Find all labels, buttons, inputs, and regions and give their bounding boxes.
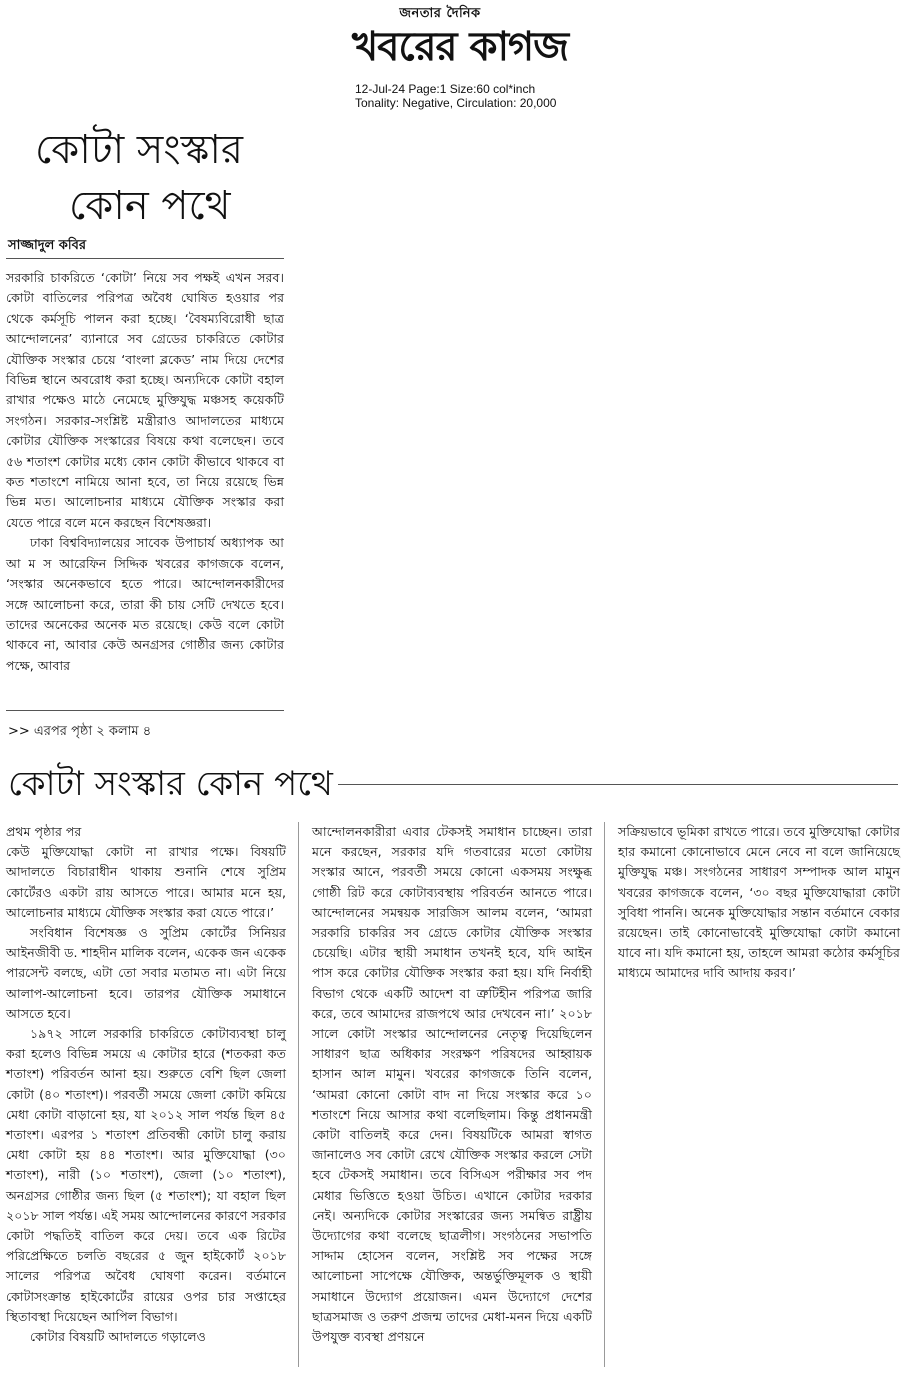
meta-line-tonality: Tonality: Negative, Circulation: 20,000: [355, 96, 557, 110]
masthead-tagline: জনতার দৈনিক: [399, 6, 481, 21]
continuation-headline: কোটা সংস্কার কোন পথে: [8, 764, 333, 804]
paragraph: সক্রিয়ভাবে ভূমিকা রাখতে পারে। তবে মুক্তিযোদ্ধা কোটার হার কমানো কোনোভাবে মেনে নেবে না বলে জানিয়েছে মুক্তিযুদ্ধ মঞ্চ। সংগঠনের সাধারণ সম্পাদক আল মামুন খবরের কাগজকে বলেন, ‘৩০ বছর মুক্তিযোদ্ধারা কোটা সুবিধা পাননি। অনেক মুক্তিযোদ্ধার সন্তান বর্তমানে বেকার রয়েছেন। তাই কোনোভাবেই মুক্তিযোদ্ধা কোটা কমানো যাবে না। যদি কমানো হয়, তাহলে আমরা কঠোর কর্মসূচির মাধ্যমে আমাদের দাবি আদায় করব।’: [618, 824, 900, 981]
newspaper-name: খবরের কাগজ: [351, 24, 569, 70]
paragraph: সরকারি চাকরিতে ‘কোটা’ নিয়ে সব পক্ষই এখন সরব। কোটা বাতিলের পরিপত্র অবৈধ ঘোষিত হওয়ার পর থেকে কর্মসূচি পালন করা হচ্ছে। ‘বৈষম্যবিরোধী ছাত্র আন্দোলনের’ ব্যানারে সব গ্রেডের চাকরিতে কোটার যৌক্তিক সংস্কার চেয়ে ‘বাংলা ব্লকেড’ নাম দিয়ে দেশের বিভিন্ন স্থানে অবরোধ করা হচ্ছে। অন্যদিকে কোটা বহাল রাখার পক্ষেও মাঠে নেমেছে মুক্তিযুদ্ধ মঞ্চসহ কয়েকটি সংগঠন। সরকার-সংশ্লিষ্ট মন্ত্রীরাও আদালতের মাধ্যমে কোটার যৌক্তিক সংস্কারের বিষয়ে কথা বলেছেন। তবে ৫৬ শতাংশ কোটার মধ্যে কোন কোটা কীভাবে থাকবে বা কত শতাংশে নামিয়ে আনা হবে, তা নিয়ে রয়েছে ভিন্ন ভিন্ন মত। আলোচনার মাধ্যমে যৌক্তিক সংস্কার করা যেতে পারে বলে মনে করছেন বিশেষজ্ঞরা।: [6, 270, 284, 530]
paragraph: কেউ মুক্তিযোদ্ধা কোটা না রাখার পক্ষে। বিষয়টি আদালতে বিচারাধীন থাকায় শুনানি শেষে সুপ্রিম কোর্টেরও একটা রায় আসতে পারে। আমার মনে হয়, আলোচনার মাধ্যমে যৌক্তিক সংস্কার করা যেতে পারে।’: [6, 844, 286, 920]
paragraph: আন্দোলনকারীরা এবার টেকসই সমাধান চাচ্ছেন। তারা মনে করছেন, সরকার যদি গতবারের মতো কোটায় সংস্কার আনে, পরবর্তী সময়ে কোনো একসময় সংক্ষুব্ধ গোষ্ঠী রিট করে কোটাব্যবস্থায় পরিবর্তন আনতে পারে। আন্দোলনের সমন্বয়ক সারজিস আলম বলেন, ‘আমরা সরকারি চাকরির সব গ্রেডে কোটার যৌক্তিক সংস্কার চেয়েছি। এটার স্থায়ী সমাধান তখনই হবে, যদি আইন পাস করে কোটার যৌক্তিক সংস্কার করা হয়। যদি নির্বাহী বিভাগ থেকে একটি আদেশ বা ত্রুটিহীন পরিপত্র জারি করে, তবে আমাদের রাজপথে আর দেখবেন না।’ ২০১৮ সালে কোটা সংস্কার আন্দোলনের নেতৃত্ব দিয়েছিলেন সাধারণ ছাত্র অধিকার সংরক্ষণ পরিষদের আহ্বায়ক হাসান আল মামুন। খবরের কাগজকে তিনি বলেন, ‘আমরা কোনো কোটা বাদ না দিয়ে সংস্কার করে ১০ শতাংশে নিয়ে আসার কথা বলেছিলাম। কিন্তু প্রধানমন্ত্রী কোটা বাতিলই করে দেন। বিষয়টিকে আমরা স্বাগত জানালেও সব কোটা রেখে যৌক্তিক সংস্কার করলে সেটা হবে টেকসই সমাধান। তবে বিসিএস পরীক্ষার সব পদ মেধার ভিত্তিতে হওয়া উচিত। এখানে কোটার দরকার নেই। অন্যদিকে কোটার সংস্কারের জন্য সমন্বিত রাষ্ট্রীয় উদ্যোগের কথা বলেছে ছাত্রলীগ। সংগঠনের সভাপতি সাদ্দাম হোসেন বলেন, সংশ্লিষ্ট সব পক্ষের সঙ্গে আলোচনা সাপেক্ষে যৌক্তিক, অন্তর্ভুক্তিমূলক ও স্থায়ী সমাধানে উদ্যোগ প্রয়োজন। এমন উদ্যোগে দেশের ছাত্রসমাজ ও তরুণ প্রজন্ম তাদের মেধা-মনন দিয়ে একটি উপযুক্ত ব্যবস্থা প্রণয়নে: [312, 824, 592, 1345]
masthead: [300, 4, 620, 69]
continuation-headline-rule: [338, 784, 898, 785]
column-divider: [604, 822, 605, 1367]
paragraph: কোটার বিষয়টি আদালতে গড়ালেও: [30, 1329, 206, 1345]
jump-line: >> এরপর পৃষ্ঠা ২ কলাম ৪: [8, 724, 152, 739]
paragraph: সংবিধান বিশেষজ্ঞ ও সুপ্রিম কোর্টের সিনিয়র আইনজীবী ড. শাহদীন মালিক বলেন, একেক জন একেক পারসেন্ট বলছে, এটা তো সবার মতামত না। এটা নিয়ে আলাপ-আলোচনা হবে। তারপর যৌক্তিক সমাধানে আসতে হবে।: [6, 925, 286, 1021]
headline-line-1: কোটা সংস্কার: [35, 127, 243, 173]
continuation-column-1: [6, 822, 286, 1347]
column-divider: [298, 822, 299, 1367]
from-label: প্রথম পৃষ্ঠার পর: [6, 824, 82, 839]
article-headline: [35, 122, 243, 234]
byline-divider: [6, 258, 284, 259]
article-first-column: [6, 268, 284, 676]
continuation-column-2: [312, 822, 592, 1347]
continuation-column-3: [618, 822, 900, 984]
paragraph: ১৯৭২ সালে সরকারি চাকরিতে কোটাব্যবস্থা চালু করা হলেও বিভিন্ন সময়ে এ কোটার হারে (শতকরা কত শতাংশ) পরিবর্তন আনা হয়। শুরুতে বেশি ছিল জেলা কোটা (৪০ শতাংশ)। পরবর্তী সময়ে জেলা কোটা কমিয়ে মেধা কোটা বাড়ানো হয়, যা ২০১২ সাল পর্যন্ত ছিল ৪৫ শতাংশ। এরপর ১ শতাংশ প্রতিবন্ধী কোটা চালু করায় মেধা কোটা হয় ৪৪ শতাংশ। আর মুক্তিযোদ্ধা (৩০ শতাংশ), নারী (১০ শতাংশ), জেলা (১০ শতাংশ), অনগ্রসর গোষ্ঠীর জন্য ছিল (৫ শতাংশ); যা বহাল ছিল ২০১৮ সাল পর্যন্ত। এই সময় আন্দোলনের কারণে সরকার কোটা পদ্ধতিই বাতিল করে দেয়। তবে এক রিটের পরিপ্রেক্ষিতে চলতি বছরের ৫ জুন হাইকোর্ট ২০১৮ সালের পরিপত্র অবৈধ ঘোষণা করেন। বর্তমানে কোটাসংক্রান্ত হাইকোর্টের রায়ের ওপর চার সপ্তাহের স্থিতাবস্থা দিয়েছেন আপিল বিভাগ।: [6, 1026, 286, 1324]
column-end-divider: [6, 710, 284, 711]
headline-line-2: কোন পথে: [69, 183, 231, 229]
byline: সাজ্জাদুল কবির: [8, 238, 87, 253]
clipping-meta: [355, 82, 556, 110]
meta-line-date-page: 12-Jul-24 Page:1 Size:60 col*inch: [355, 82, 536, 96]
paragraph: ঢাকা বিশ্ববিদ্যালয়ের সাবেক উপাচার্য অধ্যাপক আ আ ম স আরেফিন সিদ্দিক খবরের কাগজকে বলেন, ‘সংস্কার অনেকভাবে হতে পারে। আন্দোলনকারীদের সঙ্গে আলোচনা করে, তারা কী চায় সেটি দেখতে হবে। তাদের অনেকের অনেক মত রয়েছে। কেউ বলে কোটা থাকবে না, আবার কেউ অনগ্রসর গোষ্ঠীর জন্য কোটার পক্ষে, আবার: [6, 535, 284, 673]
